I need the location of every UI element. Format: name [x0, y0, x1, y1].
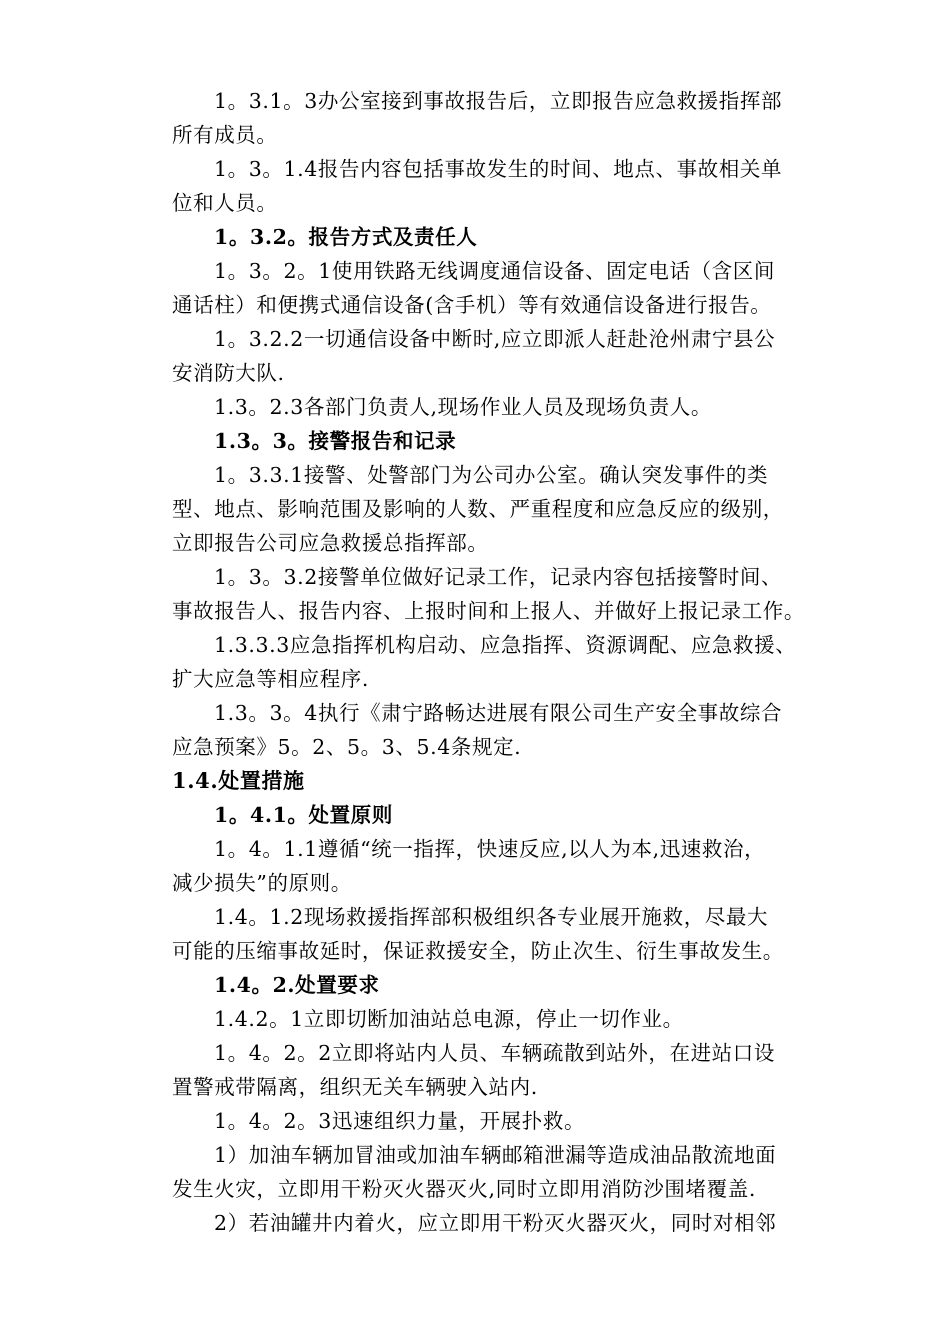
text-line: 所有成员。 — [172, 123, 278, 147]
text-line: 型、地点、影响范围及影响的人数、严重程度和应急反应的级别， — [172, 497, 784, 521]
text-line: 1）加油车辆加冒油或加油车辆邮箱泄漏等造成油品散流地面 — [214, 1143, 777, 1167]
text-line: 发生火灾，立即用干粉灭火器灭火,同时立即用消防沙围堵覆盖. — [172, 1177, 756, 1201]
section-heading: 1.4。2.处置要求 — [214, 973, 380, 997]
text-line: 位和人员。 — [172, 191, 278, 215]
text-line: 1。3。2。1使用铁路无线调度通信设备、固定电话（含区间 — [214, 259, 775, 283]
text-line: 事故报告人、报告内容、上报时间和上报人、并做好上报记录工作。 — [172, 599, 805, 623]
section-heading: 1.3。3。接警报告和记录 — [214, 429, 457, 453]
text-line: 2）若油罐井内着火，应立即用干粉灭火器灭火，同时对相邻 — [214, 1211, 777, 1235]
text-line: 应急预案》5。2、5。3、5.4条规定. — [172, 735, 522, 759]
text-line: 扩大应急等相应程序. — [172, 667, 370, 691]
text-line: 1.4。1.2现场救援指挥部积极组织各专业展开施救，尽最大 — [214, 905, 769, 929]
text-line: 通话柱）和便携式通信设备(含手机）等有效通信设备进行报告。 — [172, 293, 772, 317]
text-line: 减少损失”的原则。 — [172, 871, 352, 895]
text-line: 可能的压缩事故延时，保证救援安全，防止次生、衍生事故发生。 — [172, 939, 784, 963]
text-line: 置警戒带隔离，组织无关车辆驶入站内. — [172, 1075, 538, 1099]
text-line: 1。3。3.2接警单位做好记录工作，记录内容包括接警时间、 — [214, 565, 783, 589]
text-line: 1.3。3。4执行《肃宁路畅达进展有限公司生产安全事故综合 — [214, 701, 783, 725]
text-line: 1.3.3.3应急指挥机构启动、应急指挥、资源调配、应急救援、 — [214, 633, 797, 657]
text-line: 1.4.2。1立即切断加油站总电源，停止一切作业。 — [214, 1007, 684, 1031]
text-line: 1。3。1.4报告内容包括事故发生的时间、地点、事故相关单 — [214, 157, 783, 181]
text-line: 1。4。2。2立即将站内人员、车辆疏散到站外，在进站口设 — [214, 1041, 775, 1065]
text-line: 立即报告公司应急救援总指挥部。 — [172, 531, 489, 555]
text-line: 1。4。2。3迅速组织力量，开展扑救。 — [214, 1109, 586, 1133]
section-heading: 1。3.2。报告方式及责任人 — [214, 225, 478, 249]
text-line: 安消防大队. — [172, 361, 285, 385]
text-line: 1。4。1.1遵循“统一指挥，快速反应,以人为本,迅速救治， — [214, 837, 766, 861]
text-line: 1。3.1。3办公室接到事故报告后，立即报告应急救援指挥部 — [214, 89, 783, 113]
section-heading: 1.4.处置措施 — [172, 768, 305, 793]
text-line: 1。3.3.1接警、处警部门为公司办公室。确认突发事件的类 — [214, 463, 769, 487]
text-line: 1。3.2.2一切通信设备中断时,应立即派人赶赴沧州肃宁县公 — [214, 327, 776, 351]
section-heading: 1。4.1。处置原则 — [214, 803, 393, 827]
document-page — [0, 84, 950, 1240]
text-line: 1.3。2.3各部门负责人,现场作业人员及现场负责人。 — [214, 395, 712, 419]
